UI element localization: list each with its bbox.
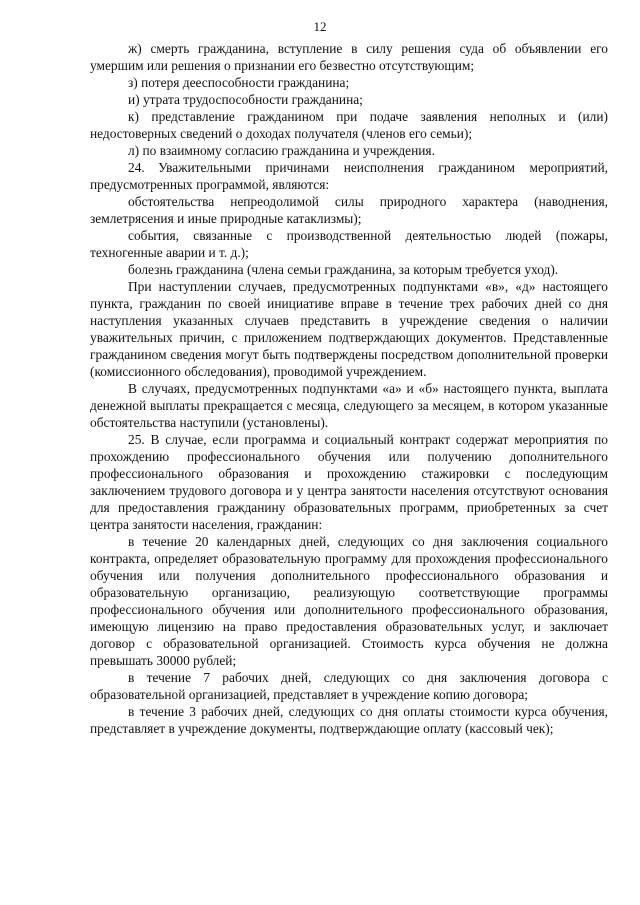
paragraph-zh: ж) смерть гражданина, вступление в силу решения суда об объявлении его умершим или решения о признании его безвестно отсутствующим; bbox=[90, 41, 608, 73]
paragraph-termination: В случаях, предусмотренных подпунктами «а» и «б» настоящего пункта, выплата денежной выплаты прекращается с месяца, следующего за месяцем, в котором указанные обстоятельства наступили (установлены). bbox=[90, 381, 608, 430]
paragraph-illness: болезнь гражданина (члена семьи гражданина, за которым требуется уход). bbox=[128, 262, 559, 277]
paragraph-7-days: в течение 7 рабочих дней, следующих со дня заключения договора с образовательной организацией, представляет в учреждение копию договора; bbox=[90, 670, 608, 702]
paragraph-20-days: в течение 20 календарных дней, следующих со дня заключения социального контракта, определяет образовательную программу для прохождения профессионального обучения или получения дополнительного профессионального образования и образовательную организацию, реализующую соответствующие программы профессионального обучения или дополнительного профессионального образования, имеющую лицензию на право предоставления образовательных услуг, и заключает договор с образовательной организацией. Стоимость курса обучения не должна превышать 30000 рублей; bbox=[90, 534, 608, 668]
paragraph-l: л) по взаимному согласию гражданина и учреждения. bbox=[128, 143, 435, 158]
paragraph-k: к) представление гражданином при подаче заявления неполных и (или) недостоверных сведений о доходах получателя (членов его семьи); bbox=[90, 109, 608, 141]
paragraph-24: 24. Уважительными причинами неисполнения гражданином мероприятий, предусмотренных программой, являются: bbox=[90, 160, 608, 192]
paragraph-force-majeure: обстоятельства непреодолимой силы природного характера (наводнения, землетрясения и иные природные катаклизмы); bbox=[90, 194, 608, 226]
paragraph-notification: При наступлении случаев, предусмотренных подпунктами «в», «д» настоящего пункта, гражданин по своей инициативе вправе в течение трех рабочих дней со дня наступления указанных случаев представить в учреждение сведения о наличии уважительных причин, с приложением подтверждающих документов. Представленные гражданином сведения могут быть подтверждены посредством дополнительной проверки (комиссионного обследования), проводимой учреждением. bbox=[90, 279, 608, 379]
paragraph-z: з) потеря дееспособности гражданина; bbox=[128, 75, 350, 90]
paragraph-i: и) утрата трудоспособности гражданина; bbox=[128, 92, 363, 107]
page-number: 12 bbox=[313, 19, 327, 34]
document-body bbox=[90, 40, 608, 737]
paragraph-25: 25. В случае, если программа и социальный контракт содержат мероприятия по прохождению профессионального обучения или получению дополнительного профессионального образования и прохождению стажировки с последующим заключением трудового договора и у центра занятости населения отсутствуют основания для предоставления гражданину образовательных программ, приобретенных за счет центра занятости населения, гражданин: bbox=[90, 432, 608, 532]
paragraph-3-days: в течение 3 рабочих дней, следующих со дня оплаты стоимости курса обучения, представляет в учреждение документы, подтверждающие оплату (кассовый чек); bbox=[90, 704, 608, 736]
paragraph-industrial-events: события, связанные с производственной деятельностью людей (пожары, техногенные аварии и т. д.); bbox=[90, 228, 608, 260]
